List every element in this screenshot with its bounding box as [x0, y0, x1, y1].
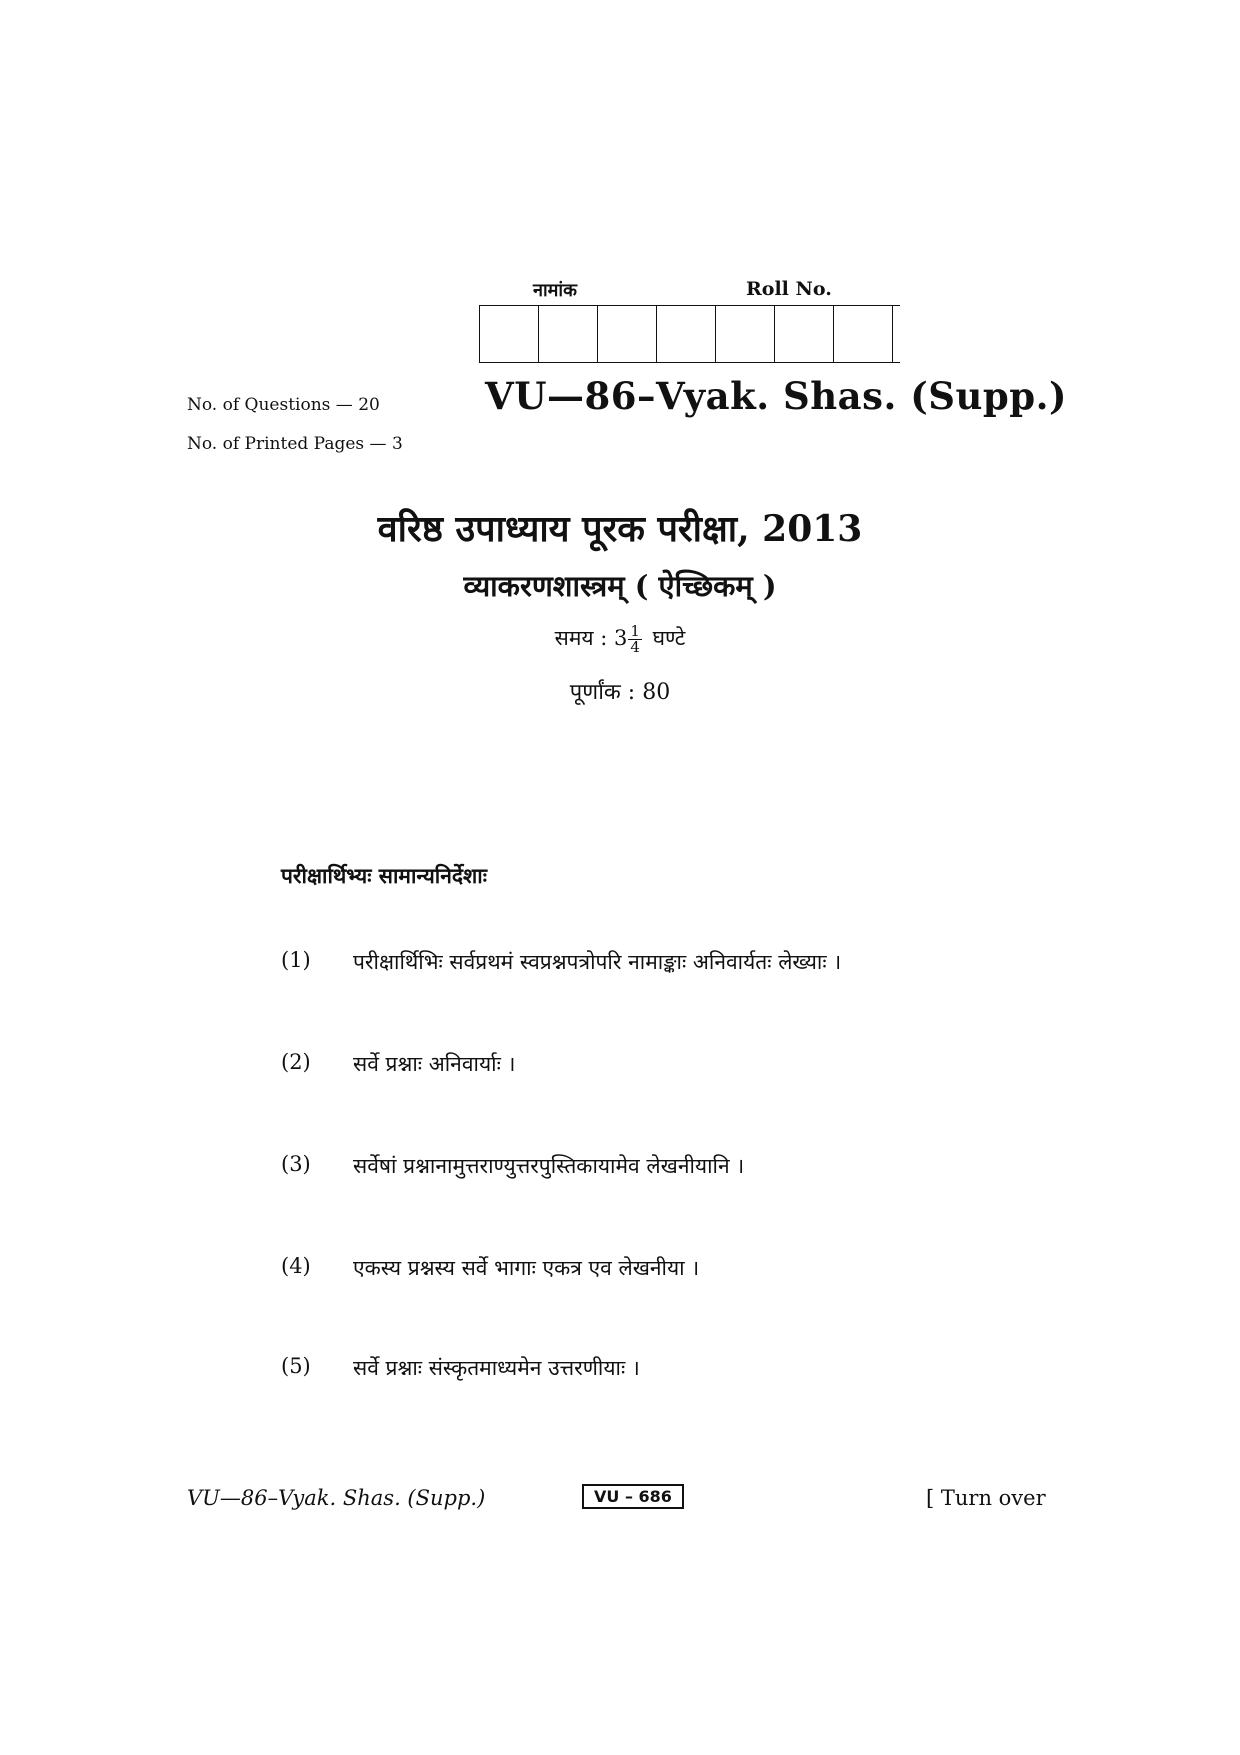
fraction-numerator: 1 [630, 622, 640, 640]
instruction-text: सर्वे प्रश्नाः अनिवार्याः । [353, 1052, 516, 1076]
total-marks: पूर्णांक : 80 [569, 680, 671, 705]
instruction-text: सर्वेषां प्रश्नानामुत्तराण्युत्तरपुस्तिकायामेव लेखनीयानि । [353, 1154, 745, 1178]
time-label: समय : 3 [554, 626, 628, 650]
instruction-number: (3) [281, 1152, 311, 1176]
instruction-text: सर्वे प्रश्नाः संस्कृतमाध्यमेन उत्तरणीयाः । [353, 1356, 640, 1380]
time-unit: घण्टे [652, 626, 686, 650]
instructions-heading: परीक्षार्थिभ्यः सामान्यनिर्देशाः [281, 863, 487, 888]
footer-paper-code: VU—86–Vyak. Shas. (Supp.) [187, 1486, 486, 1510]
instruction-item [281, 1254, 699, 1282]
exam-duration [0, 624, 1240, 655]
fraction-denominator: 4 [630, 638, 640, 656]
instruction-item [281, 1050, 515, 1078]
roll-number-boxes [479, 305, 900, 363]
turn-over-note: [ Turn over [926, 1486, 1046, 1510]
roll-box[interactable] [539, 306, 598, 362]
instruction-item [281, 1152, 744, 1180]
exam-title: वरिष्ठ उपाध्याय पूरक परीक्षा, 2013 [377, 508, 863, 550]
roll-label-hindi: नामांक [533, 280, 577, 301]
time-fraction [628, 624, 642, 655]
instruction-number: (5) [281, 1354, 311, 1378]
roll-box[interactable] [775, 306, 834, 362]
subject-title: व्याकरणशास्त्रम् ( ऐच्छिकम् ) [463, 569, 777, 603]
instruction-number: (2) [281, 1050, 311, 1074]
footer-code-box: VU – 686 [582, 1484, 684, 1509]
instruction-item [281, 1354, 640, 1382]
instruction-number: (4) [281, 1254, 311, 1278]
printed-pages: No. of Printed Pages — 3 [187, 434, 403, 454]
instruction-number: (1) [281, 948, 311, 972]
instruction-text: परीक्षार्थिभिः सर्वप्रथमं स्वप्रश्नपत्रोपरि नामाङ्काः अनिवार्यतः लेख्याः । [353, 950, 842, 974]
roll-label-english: Roll No. [746, 278, 832, 300]
question-count: No. of Questions — 20 [187, 395, 380, 415]
instruction-item [281, 948, 841, 976]
roll-box[interactable] [657, 306, 716, 362]
paper-code: VU—86–Vyak. Shas. (Supp.) [485, 374, 1067, 418]
roll-box[interactable] [834, 306, 893, 362]
instruction-text: एकस्य प्रश्नस्य सर्वे भागाः एकत्र एव लेखनीया । [353, 1256, 700, 1280]
roll-box[interactable] [480, 306, 539, 362]
roll-box[interactable] [716, 306, 775, 362]
roll-box[interactable] [598, 306, 657, 362]
